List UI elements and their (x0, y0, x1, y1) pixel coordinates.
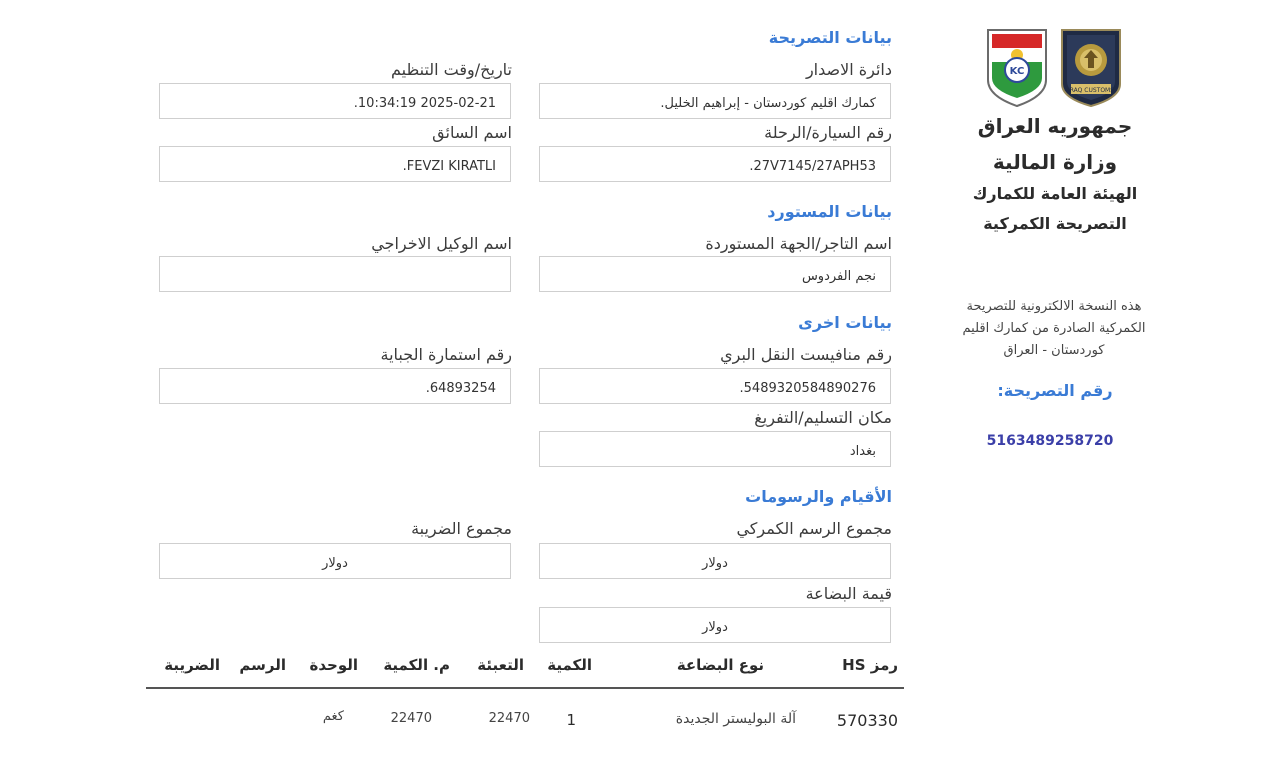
column-header-hs: رمز HS (842, 656, 898, 674)
merchant-field[interactable]: نجم الفردوس (539, 256, 891, 292)
kurdistan-customs-logo-icon (984, 28, 1050, 108)
electronic-copy-note: هذه النسخة الالكترونية للتصريحة الكمركية الصادرة من كمارك اقليم كوردستان - العراق (962, 299, 1146, 358)
row-quantity: 1 (566, 711, 576, 729)
declaration-number-label: رقم التصريحة: (997, 381, 1113, 400)
manifest-label: رقم منافيست النقل البري (720, 345, 892, 364)
column-header-tax: الضريبة (164, 656, 220, 674)
row-m-quantity: 22470 (390, 711, 432, 726)
manifest-field[interactable]: 5489320584890276. (539, 368, 891, 404)
table-header-divider (146, 687, 904, 689)
merchant-label: اسم التاجر/الجهة المستوردة (705, 234, 892, 253)
section-title-other: بيانات اخرى (798, 313, 892, 332)
issuing-office-label: دائرة الاصدار (805, 60, 892, 79)
section-title-importer: بيانات المستورد (767, 202, 892, 221)
country-title: جمهوريه العراق (977, 114, 1133, 138)
agent-label: اسم الوكيل الاخراجي (371, 234, 512, 253)
svg-text:KC: KC (1009, 66, 1025, 77)
authority-title: الهيئة العامة للكمارك (972, 184, 1138, 203)
row-goods-type: آلة البوليستر الجديدة (675, 711, 796, 727)
tax-total-label: مجموع الضريبة (411, 519, 512, 538)
collection-form-label: رقم استمارة الجباية (380, 345, 512, 364)
row-unit: كغم (322, 709, 344, 724)
delivery-place-field[interactable]: بغداد (539, 431, 891, 467)
datetime-label: تاريخ/وقت التنظيم (391, 60, 512, 79)
column-header-m-quantity: م. الكمية (383, 656, 450, 674)
collection-form-field[interactable]: 64893254. (159, 368, 511, 404)
column-header-goods-type: نوع البضاعة (676, 656, 764, 674)
datetime-field[interactable]: 2025-02-21 10:34:19. (159, 83, 511, 119)
customs-total-field[interactable]: دولار (539, 543, 891, 579)
tax-total-field[interactable]: دولار (159, 543, 511, 579)
row-packaging: 22470 (488, 711, 530, 726)
kurdistan-customs-logo (984, 28, 1050, 108)
row-hs-code: 570330 (836, 711, 898, 730)
iraq-customs-logo-icon (1058, 28, 1124, 108)
declaration-number: 5163489258720 (986, 433, 1114, 449)
section-title-fees: الأقيام والرسومات (745, 487, 892, 506)
issuing-office-field[interactable]: كمارك اقليم كوردستان - إبراهيم الخليل. (539, 83, 891, 119)
goods-value-label: قيمة البضاعة (805, 584, 892, 603)
vehicle-label: رقم السيارة/الرحلة (764, 123, 892, 142)
ministry-title: وزارة المالية (992, 150, 1118, 174)
column-header-packaging: التعبئة (477, 656, 524, 674)
iraq-customs-logo (1058, 28, 1124, 108)
column-header-fee: الرسم (239, 656, 286, 674)
driver-label: اسم السائق (432, 123, 512, 142)
delivery-place-label: مكان التسليم/التفريغ (754, 408, 892, 427)
goods-value-field[interactable]: دولار (539, 607, 891, 643)
section-title-declaration: بيانات التصريحة (768, 28, 892, 47)
document-title: التصريحة الكمركية (983, 214, 1127, 233)
vehicle-field[interactable]: 27V7145/27APH53. (539, 146, 891, 182)
svg-text:IRAQ CUSTOMS: IRAQ CUSTOMS (1067, 87, 1115, 94)
driver-field[interactable]: FEVZI KIRATLI. (159, 146, 511, 182)
column-header-unit: الوحدة (309, 656, 358, 674)
customs-total-label: مجموع الرسم الكمركي (736, 519, 892, 538)
agent-field[interactable] (159, 256, 511, 292)
column-header-quantity: الكمية (547, 656, 592, 674)
